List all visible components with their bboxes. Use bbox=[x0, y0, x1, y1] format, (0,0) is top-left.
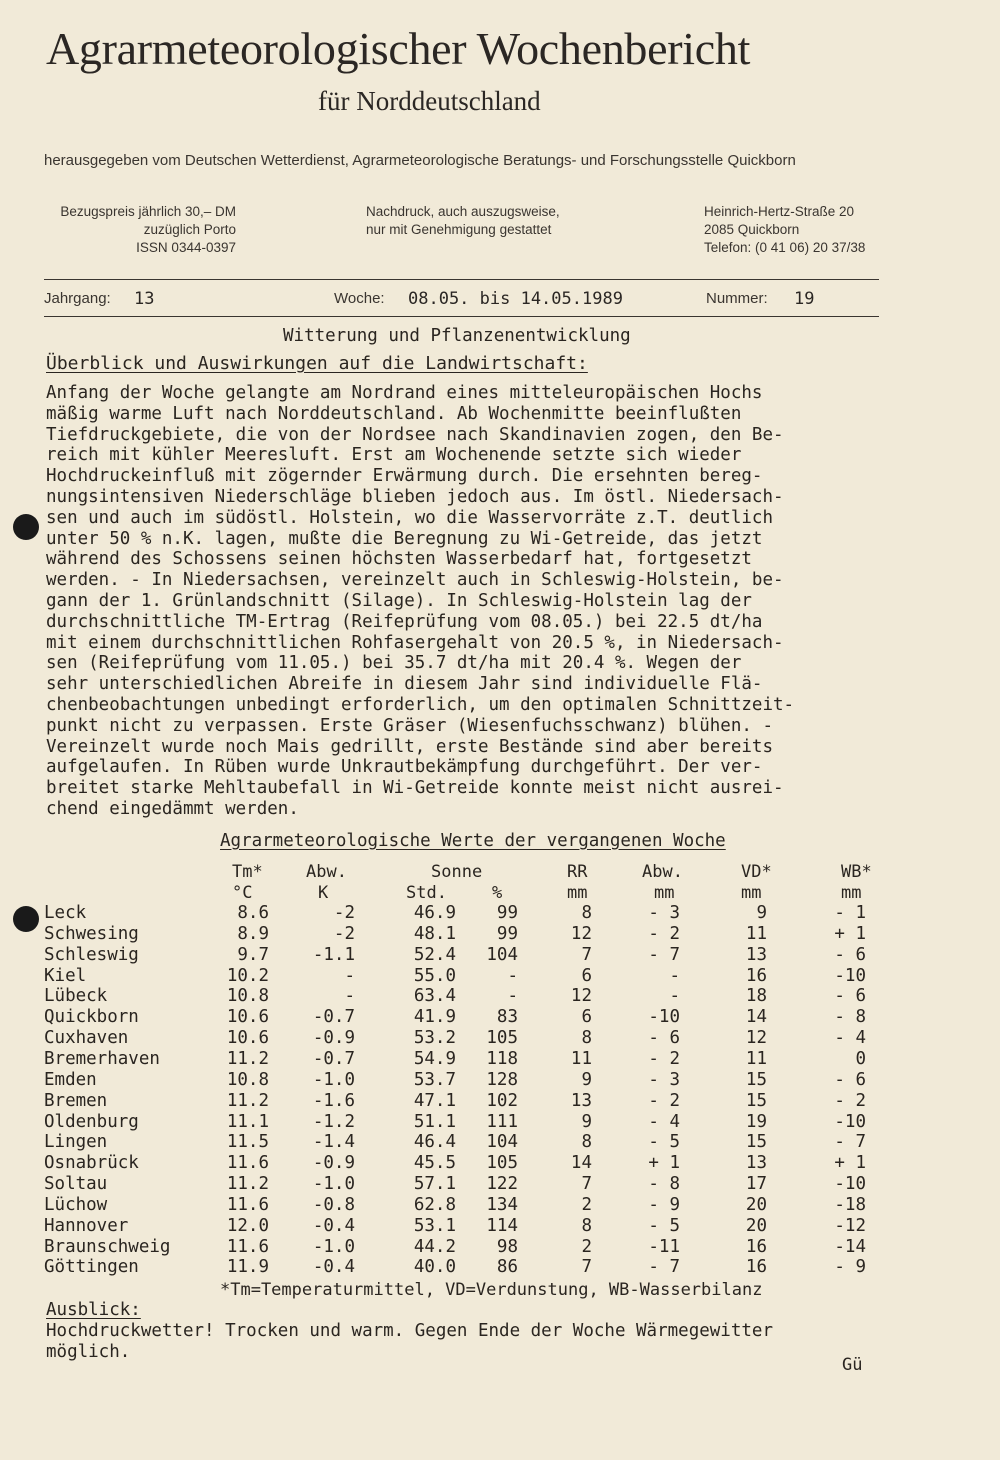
cell-abw2: - 3 bbox=[648, 903, 680, 923]
cell-abw2: - 9 bbox=[648, 1194, 680, 1215]
overview-line: Hochdruckeinfluß mit zögernder Erwärmung durch. Die ersehnten bereg- bbox=[46, 466, 763, 487]
cell-rr: 7 bbox=[581, 1174, 592, 1195]
cell-abw1: -1.0 bbox=[312, 1069, 355, 1090]
cell-tm: 11.9 bbox=[226, 1257, 269, 1278]
cell-vd: 11 bbox=[745, 1048, 767, 1069]
cell-station: Göttingen bbox=[44, 1257, 139, 1278]
cell-rr: 11 bbox=[570, 1048, 592, 1069]
overview-line: sen und auch im südöstl. Holstein, wo die Wasservorräte z.T. deutlich bbox=[46, 507, 773, 528]
cell-std: 46.9 bbox=[413, 903, 456, 923]
overview-text bbox=[46, 383, 794, 820]
cell-vd: 16 bbox=[745, 1236, 767, 1257]
cell-abw2: - 7 bbox=[648, 944, 680, 965]
cell-station: Lingen bbox=[44, 1132, 108, 1153]
overview-line: nungsintensiven Niederschläge blieben jedoch aus. Im östl. Niedersach- bbox=[46, 486, 784, 507]
cell-rr: 6 bbox=[581, 1007, 592, 1028]
cell-vd: 16 bbox=[745, 965, 767, 986]
cell-rr: 8 bbox=[581, 1215, 592, 1236]
cell-tm: 10.8 bbox=[226, 986, 269, 1007]
woche-label: Woche: bbox=[334, 290, 385, 307]
cell-std: 45.5 bbox=[413, 1153, 456, 1174]
overview-line: durchschnittliche TM-Ertrag (Reifeprüfung vom 08.05.) bei 22.5 dt/ha bbox=[46, 611, 763, 632]
cell-abw2: - bbox=[669, 986, 680, 1007]
overview-line: Vereinzelt wurde noch Mais gedrillt, erste Bestände sind aber bereits bbox=[46, 736, 773, 757]
reprint-line-1: Nachdruck, auch auszugsweise, bbox=[366, 204, 560, 219]
table-title: Agrarmeteorologische Werte der vergangenen Woche bbox=[220, 831, 726, 851]
cell-pct: - bbox=[507, 986, 518, 1007]
cell-vd: 11 bbox=[745, 923, 767, 944]
cell-wb: 0 bbox=[855, 1048, 866, 1069]
cell-vd: 16 bbox=[745, 1257, 767, 1278]
overview-line: gann der 1. Grünlandschnitt (Silage). In Schleswig-Holstein lag der bbox=[46, 590, 752, 611]
cell-station: Osnabrück bbox=[44, 1153, 139, 1174]
cell-rr: 9 bbox=[581, 1069, 592, 1090]
cell-tm: 11.2 bbox=[226, 1090, 269, 1111]
cell-std: 48.1 bbox=[413, 923, 456, 944]
cell-wb: -10 bbox=[834, 1174, 866, 1195]
cell-tm: 8.9 bbox=[237, 923, 269, 944]
cell-vd: 18 bbox=[745, 986, 767, 1007]
cell-rr: 2 bbox=[581, 1194, 592, 1215]
cell-std: 53.2 bbox=[413, 1028, 456, 1049]
header-abw-mm: Abw. bbox=[642, 862, 683, 882]
publisher-line: herausgegeben vom Deutschen Wetterdienst, Agrarmeteorologische Beratungs- und Forschungsstelle Quickborn bbox=[44, 152, 796, 169]
address-block bbox=[704, 203, 865, 257]
cell-wb: + 1 bbox=[834, 923, 866, 944]
cell-abw1: -1.0 bbox=[312, 1236, 355, 1257]
cell-station: Braunschweig bbox=[44, 1236, 171, 1257]
cell-std: 53.1 bbox=[413, 1215, 456, 1236]
divider-bottom bbox=[44, 316, 879, 317]
cell-pct: 111 bbox=[486, 1111, 518, 1132]
cell-pct: 98 bbox=[496, 1236, 518, 1257]
cell-tm: 10.6 bbox=[226, 1028, 269, 1049]
cell-wb: -14 bbox=[834, 1236, 866, 1257]
cell-rr: 12 bbox=[570, 923, 592, 944]
cell-rr: 13 bbox=[570, 1090, 592, 1111]
cell-wb: - 4 bbox=[834, 1028, 866, 1049]
header-abw-k: Abw. bbox=[306, 862, 347, 882]
cell-abw2: - 2 bbox=[648, 1090, 680, 1111]
cell-std: 51.1 bbox=[413, 1111, 456, 1132]
overview-line: sen (Reifeprüfung vom 11.05.) bei 35.7 dt/ha mit 20.4 %. Wegen der bbox=[46, 653, 742, 674]
price-line: Bezugspreis jährlich 30,– DM bbox=[60, 204, 236, 219]
ausblick-heading: Ausblick: bbox=[46, 1300, 141, 1320]
cell-std: 41.9 bbox=[413, 1007, 456, 1028]
cell-std: 46.4 bbox=[413, 1132, 456, 1153]
cell-abw2: - 5 bbox=[648, 1215, 680, 1236]
overview-line: werden. - In Niedersachsen, vereinzelt auch in Schleswig-Holstein, be- bbox=[46, 570, 784, 591]
cell-wb: + 1 bbox=[834, 1153, 866, 1174]
unit-wb: mm bbox=[841, 883, 862, 903]
cell-wb: - 1 bbox=[834, 903, 866, 923]
cell-station: Lübeck bbox=[44, 986, 108, 1007]
cell-tm: 11.6 bbox=[226, 1236, 269, 1257]
cell-pct: - bbox=[507, 965, 518, 986]
reprint-line-2: nur mit Genehmigung gestattet bbox=[366, 222, 552, 237]
cell-wb: - 8 bbox=[834, 1007, 866, 1028]
cell-pct: 104 bbox=[486, 1132, 518, 1153]
cell-wb: - 7 bbox=[834, 1132, 866, 1153]
cell-station: Lüchow bbox=[44, 1194, 108, 1215]
signature: Gü bbox=[842, 1355, 863, 1375]
cell-rr: 8 bbox=[581, 1028, 592, 1049]
nummer-label: Nummer: bbox=[706, 290, 768, 307]
cell-abw1: -0.4 bbox=[312, 1257, 355, 1278]
cell-abw1: -1.4 bbox=[312, 1132, 355, 1153]
header-wb: WB* bbox=[841, 862, 872, 882]
cell-abw1: -2 bbox=[333, 923, 355, 944]
cell-pct: 102 bbox=[486, 1090, 518, 1111]
cell-station: Soltau bbox=[44, 1174, 108, 1195]
cell-std: 40.0 bbox=[413, 1257, 456, 1278]
page-title: Agrarmeteorologischer Wochenbericht bbox=[46, 23, 751, 74]
cell-vd: 15 bbox=[745, 1090, 767, 1111]
cell-rr: 7 bbox=[581, 944, 592, 965]
cell-station: Quickborn bbox=[44, 1007, 139, 1028]
cell-vd: 17 bbox=[745, 1174, 767, 1195]
cell-tm: 10.8 bbox=[226, 1069, 269, 1090]
jahrgang-value: 13 bbox=[134, 289, 155, 309]
cell-std: 52.4 bbox=[413, 944, 456, 965]
cell-abw2: - 7 bbox=[648, 1257, 680, 1278]
ausblick-line: Hochdruckwetter! Trocken und warm. Gegen Ende der Woche Wärmegewitter bbox=[46, 1321, 773, 1341]
header-rr: RR bbox=[567, 862, 588, 882]
cell-station: Emden bbox=[44, 1069, 97, 1090]
overview-line: Tiefdruckgebiete, die von der Nordsee nach Skandinavien zogen, den Be- bbox=[46, 424, 784, 445]
unit-tm: °C bbox=[232, 883, 253, 903]
cell-rr: 7 bbox=[581, 1257, 592, 1278]
cell-station: Hannover bbox=[44, 1215, 129, 1236]
cell-abw1: - bbox=[344, 986, 355, 1007]
cell-wb: -10 bbox=[834, 1111, 866, 1132]
cell-vd: 19 bbox=[745, 1111, 767, 1132]
overview-line: punkt nicht zu verpassen. Erste Gräser (Wiesenfuchsschwanz) blühen. - bbox=[46, 715, 773, 736]
cell-tm: 11.1 bbox=[226, 1111, 269, 1132]
woche-value: 08.05. bis 14.05.1989 bbox=[408, 289, 623, 309]
page-subtitle: für Norddeutschland bbox=[318, 86, 541, 116]
cell-abw2: - 2 bbox=[648, 923, 680, 944]
cell-abw1: -2 bbox=[333, 903, 355, 923]
cell-station: Leck bbox=[44, 903, 87, 923]
cell-rr: 12 bbox=[570, 986, 592, 1007]
cell-tm: 11.2 bbox=[226, 1048, 269, 1069]
cell-rr: 14 bbox=[570, 1153, 592, 1174]
issn-line: ISSN 0344-0397 bbox=[136, 240, 236, 255]
cell-vd: 12 bbox=[745, 1028, 767, 1049]
cell-vd: 14 bbox=[745, 1007, 767, 1028]
cell-std: 63.4 bbox=[413, 986, 456, 1007]
cell-pct: 83 bbox=[496, 1007, 518, 1028]
cell-wb: -12 bbox=[834, 1215, 866, 1236]
cell-station: Bremerhaven bbox=[44, 1048, 160, 1069]
cell-abw1: -0.9 bbox=[312, 1028, 355, 1049]
cell-std: 62.8 bbox=[413, 1194, 456, 1215]
cell-abw2: - 3 bbox=[648, 1069, 680, 1090]
cell-station: Oldenburg bbox=[44, 1111, 139, 1132]
overview-line: mäßig warme Luft nach Norddeutschland. Ab Wochenmitte beeinflußten bbox=[46, 403, 742, 424]
overview-line: während des Schossens seinen höchsten Wasserbedarf hat, fortgesetzt bbox=[46, 549, 752, 570]
cell-abw2: -11 bbox=[648, 1236, 680, 1257]
cell-abw1: -0.8 bbox=[312, 1194, 355, 1215]
cell-pct: 114 bbox=[486, 1215, 518, 1236]
cell-abw2: - 4 bbox=[648, 1111, 680, 1132]
cell-abw2: - 8 bbox=[648, 1174, 680, 1195]
header-sonne: Sonne bbox=[431, 862, 483, 882]
cell-station: Cuxhaven bbox=[44, 1028, 129, 1049]
overview-line: chend eingedämmt werden. bbox=[46, 798, 299, 819]
cell-pct: 134 bbox=[486, 1194, 518, 1215]
cell-vd: 13 bbox=[745, 1153, 767, 1174]
cell-wb: - 6 bbox=[834, 944, 866, 965]
unit-vd: mm bbox=[741, 883, 762, 903]
reprint-notice bbox=[366, 203, 560, 239]
cell-pct: 104 bbox=[486, 944, 518, 965]
cell-pct: 105 bbox=[486, 1153, 518, 1174]
cell-rr: 8 bbox=[581, 1132, 592, 1153]
cell-abw1: -0.9 bbox=[312, 1153, 355, 1174]
overview-line: sehr unterschiedlichen Abreife in diesem Jahr sind individuelle Flä- bbox=[46, 674, 763, 695]
cell-tm: 11.6 bbox=[226, 1153, 269, 1174]
cell-abw2: -10 bbox=[648, 1007, 680, 1028]
cell-pct: 122 bbox=[486, 1174, 518, 1195]
punch-hole-lower bbox=[13, 906, 39, 932]
cell-pct: 99 bbox=[496, 923, 518, 944]
cell-tm: 12.0 bbox=[226, 1215, 269, 1236]
cell-tm: 10.2 bbox=[226, 965, 269, 986]
header-tm: Tm* bbox=[232, 862, 263, 882]
header-vd: VD* bbox=[741, 862, 772, 882]
postage-line: zuzüglich Porto bbox=[143, 222, 236, 237]
nummer-value: 19 bbox=[794, 289, 815, 309]
cell-vd: 20 bbox=[745, 1215, 767, 1236]
cell-pct: 86 bbox=[496, 1257, 518, 1278]
cell-pct: 99 bbox=[496, 903, 518, 923]
overview-line: unter 50 % n.K. lagen, mußte die Beregnung zu Wi-Getreide, das jetzt bbox=[46, 528, 763, 549]
cell-abw1: -0.7 bbox=[312, 1007, 355, 1028]
overview-line: breitet starke Mehltaubefall in Wi-Getreide konnte meist nicht ausrei- bbox=[46, 778, 784, 799]
ausblick-line: möglich. bbox=[46, 1341, 131, 1362]
cell-abw1: -1.1 bbox=[312, 944, 355, 965]
cell-wb: -10 bbox=[834, 965, 866, 986]
cell-rr: 2 bbox=[581, 1236, 592, 1257]
cell-tm: 9.7 bbox=[237, 944, 269, 965]
divider-top bbox=[44, 279, 879, 280]
cell-station: Kiel bbox=[44, 965, 87, 986]
unit-std: Std. bbox=[406, 883, 447, 903]
cell-std: 53.7 bbox=[413, 1069, 456, 1090]
cell-abw2: + 1 bbox=[648, 1153, 680, 1174]
cell-abw2: - bbox=[669, 965, 680, 986]
unit-rr: mm bbox=[567, 883, 588, 903]
cell-abw1: -1.6 bbox=[312, 1090, 355, 1111]
cell-rr: 9 bbox=[581, 1111, 592, 1132]
cell-pct: 118 bbox=[486, 1048, 518, 1069]
cell-std: 54.9 bbox=[413, 1048, 456, 1069]
cell-tm: 11.6 bbox=[226, 1194, 269, 1215]
cell-vd: 13 bbox=[745, 944, 767, 965]
cell-abw1: -1.2 bbox=[312, 1111, 355, 1132]
table-footnote: *Tm=Temperaturmittel, VD=Verdunstung, WB-Wasserbilanz bbox=[220, 1280, 763, 1300]
cell-rr: 6 bbox=[581, 965, 592, 986]
address-street: Heinrich-Hertz-Straße 20 bbox=[704, 204, 855, 219]
cell-wb: - 2 bbox=[834, 1090, 866, 1111]
cell-vd: 9 bbox=[756, 903, 767, 923]
cell-wb: - 9 bbox=[834, 1257, 866, 1278]
cell-abw1: -0.4 bbox=[312, 1215, 355, 1236]
overview-line: Anfang der Woche gelangte am Nordrand eines mitteleuropäischen Hochs bbox=[46, 383, 763, 403]
cell-abw1: -1.0 bbox=[312, 1174, 355, 1195]
cell-abw2: - 2 bbox=[648, 1048, 680, 1069]
cell-tm: 11.5 bbox=[226, 1132, 269, 1153]
jahrgang-label: Jahrgang: bbox=[44, 290, 111, 307]
cell-tm: 10.6 bbox=[226, 1007, 269, 1028]
cell-station: Schwesing bbox=[44, 923, 139, 944]
cell-std: 44.2 bbox=[413, 1236, 456, 1257]
cell-abw2: - 5 bbox=[648, 1132, 680, 1153]
cell-station: Bremen bbox=[44, 1090, 108, 1111]
address-phone: Telefon: (0 41 06) 20 37/38 bbox=[704, 240, 866, 255]
unit-abw-k: K bbox=[318, 883, 329, 903]
cell-abw2: - 6 bbox=[648, 1028, 680, 1049]
overview-line: chenbeobachtungen unbedingt erforderlich, um den optimalen Schnittzeit- bbox=[46, 694, 795, 715]
cell-vd: 15 bbox=[745, 1132, 767, 1153]
unit-abw-mm: mm bbox=[654, 883, 675, 903]
cell-std: 55.0 bbox=[413, 965, 456, 986]
cell-vd: 15 bbox=[745, 1069, 767, 1090]
overview-heading: Überblick und Auswirkungen auf die Landwirtschaft: bbox=[46, 353, 588, 374]
overview-line: mit einem durchschnittlichen Rohfasergehalt von 20.5 %, in Niedersach- bbox=[46, 632, 784, 653]
overview-line: reich mit kühler Meeresluft. Erst am Wochenende setzte sich wieder bbox=[46, 445, 742, 466]
cell-pct: 105 bbox=[486, 1028, 518, 1049]
cell-std: 47.1 bbox=[413, 1090, 456, 1111]
cell-vd: 20 bbox=[745, 1194, 767, 1215]
section-heading: Witterung und Pflanzenentwicklung bbox=[283, 326, 631, 346]
cell-station: Schleswig bbox=[44, 944, 139, 965]
cell-tm: 8.6 bbox=[237, 903, 269, 923]
ausblick-text bbox=[46, 1321, 773, 1362]
cell-std: 57.1 bbox=[413, 1174, 456, 1195]
cell-wb: - 6 bbox=[834, 1069, 866, 1090]
cell-rr: 8 bbox=[581, 903, 592, 923]
overview-line: aufgelaufen. In Rüben wurde Unkrautbekämpfung durchgeführt. Der ver- bbox=[46, 757, 763, 778]
unit-pct: % bbox=[492, 883, 503, 903]
cell-wb: -18 bbox=[834, 1194, 866, 1215]
cell-wb: - 6 bbox=[834, 986, 866, 1007]
punch-hole-upper bbox=[13, 514, 39, 540]
cell-tm: 11.2 bbox=[226, 1174, 269, 1195]
address-city: 2085 Quickborn bbox=[704, 222, 800, 237]
cell-abw1: -0.7 bbox=[312, 1048, 355, 1069]
cell-abw1: - bbox=[344, 965, 355, 986]
subscription-info bbox=[44, 203, 236, 257]
cell-pct: 128 bbox=[486, 1069, 518, 1090]
